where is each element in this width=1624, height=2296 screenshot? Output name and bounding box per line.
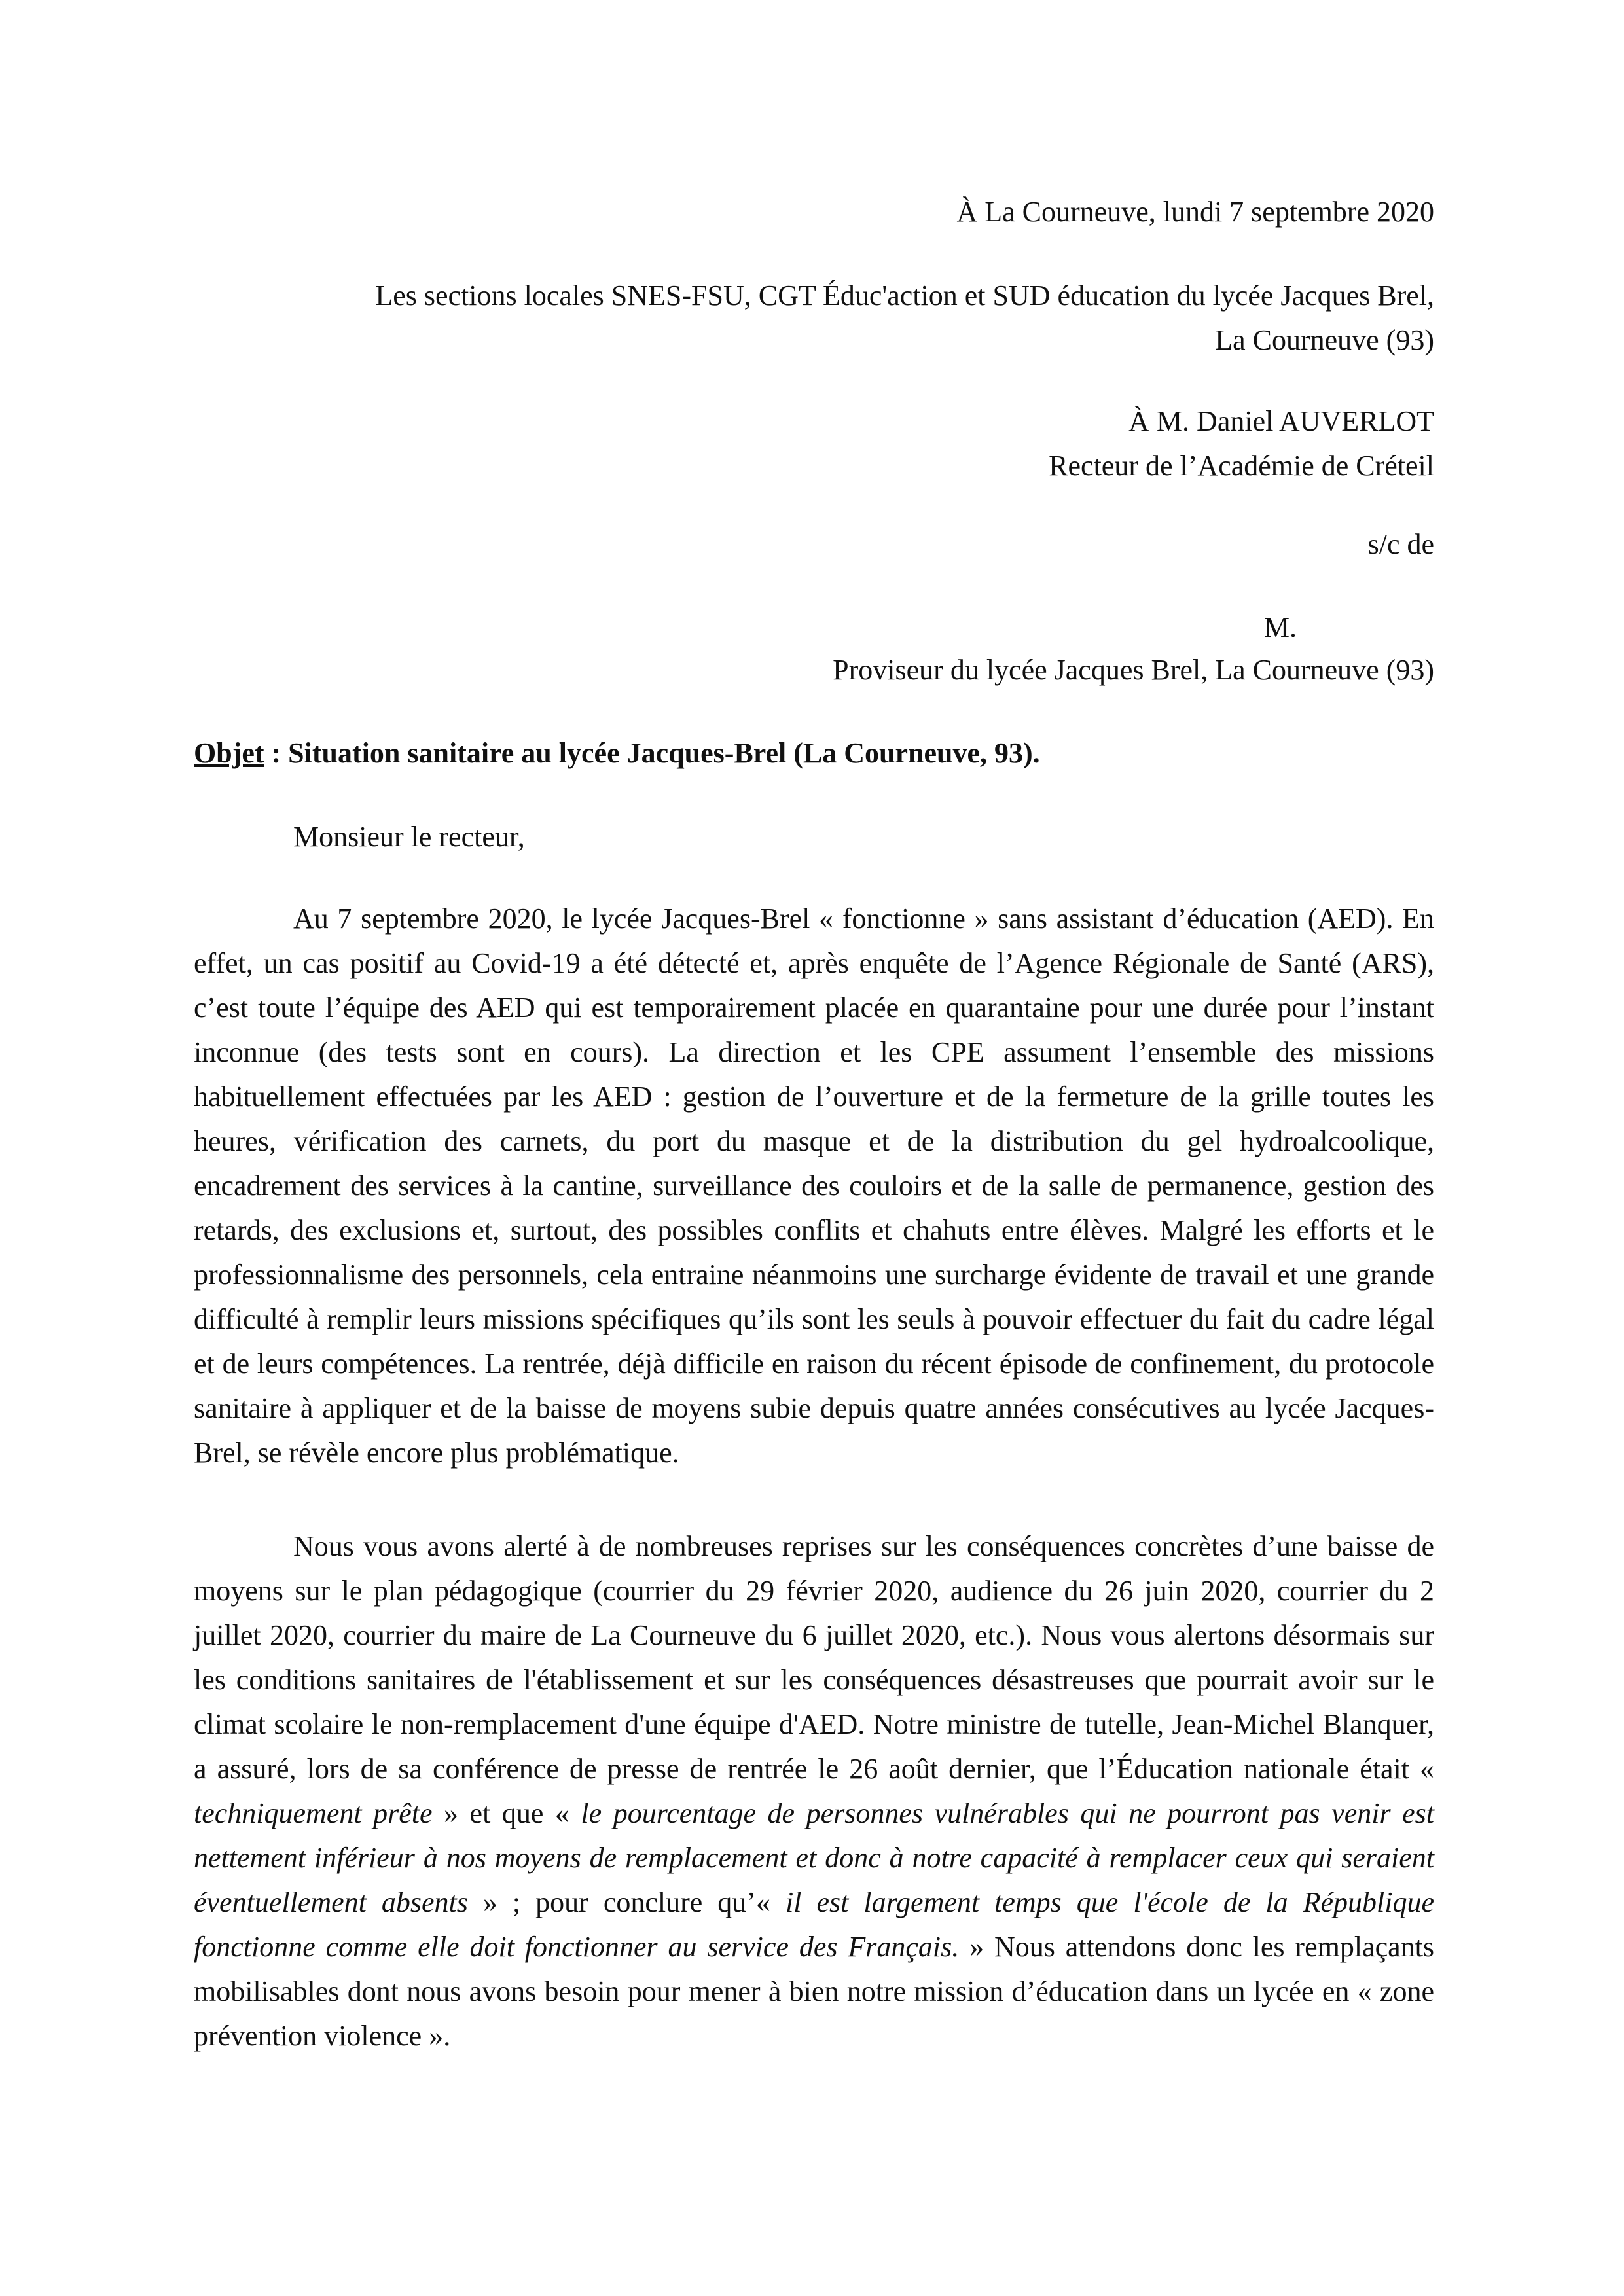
paragraph-1: Au 7 septembre 2020, le lycée Jacques-Brel « fonctionne » sans assistant d’éducation (AED). En effet, un cas positif au Covid-19 a été détecté et, après enquête de l’Agence Régionale de Santé (ARS), c’est toute l’équipe des AED qui est temporairement placée en quarantaine pour une durée pour l’instant inconnue (des tests sont en cours). La direction et les CPE assument l’ensemble des missions habituellement effectuées par les AED : gestion de l’ouverture et de la fermeture de la grille toutes les heures, vérification des carnets, du port du masque et de la distribution du gel hydroalcoolique, encadrement des services à la cantine, surveillance des couloirs et de la salle de permanence, gestion des retards, des exclusions et, surtout, des possibles conflits et chahuts entre élèves. Malgré les efforts et le professionnalisme des personnels, cela entraine néanmoins une surcharge évidente de travail et une grande difficulté à remplir leurs missions spécifiques qu’ils sont les seuls à pouvoir effectuer du fait du cadre légal et de leurs compétences. La rentrée, déjà difficile en raison du récent épisode de confinement, du protocole sanitaire à appliquer et de la baisse de moyens subie depuis quatre années consécutives au lycée Jacques-Brel, se révèle encore plus problématique. — [194, 903, 1434, 1469]
subject-label: Objet — [194, 737, 264, 769]
recipient-name: À M. Daniel AUVERLOT — [1128, 405, 1434, 437]
m-line: M. — [1263, 611, 1297, 643]
paragraph-2-part-4: » Nous attendons donc les remplaçants mobilisables dont nous avons besoin pour mener à bien notre mission d’éducation dans un lycée en « zone prévention violence ». — [194, 1931, 1434, 2052]
paragraph-2-part-1: Nous vous avons alerté à de nombreuses reprises sur les conséquences concrètes d’une baisse de moyens sur le plan pédagogique (courrier du 29 février 2020, audience du 26 juin 2020, courrier du 2 juillet 2020, courrier du maire de La Courneuve du 6 juillet 2020, etc.). Nous vous alertons désormais sur les conditions sanitaires de l'établissement et sur les conséquences désastreuses que pourrait avoir sur le climat scolaire le non-remplacement d'une équipe d'AED. Notre ministre de tutelle, Jean-Michel Blanquer, a assuré, lors de sa conférence de presse de rentrée le 26 août dernier, que l’Éducation nationale était « — [194, 1530, 1434, 1785]
paragraph-2-part-3: » ; pour conclure qu’« — [467, 1886, 785, 1918]
sc-de-line: s/c de — [1367, 528, 1434, 560]
quote-1: techniquement prête — [194, 1797, 433, 1829]
date-line: À La Courneuve, lundi 7 septembre 2020 — [956, 196, 1434, 228]
recipient-block — [1049, 399, 1434, 488]
recipient-title: Recteur de l’Académie de Créteil — [1049, 450, 1434, 482]
sender-line-2: La Courneuve (93) — [1215, 324, 1434, 356]
subject-text: : Situation sanitaire au lycée Jacques-Brel (La Courneuve, 93). — [264, 737, 1040, 769]
subject-line — [194, 731, 1040, 776]
sender-line-1: Les sections locales SNES-FSU, CGT Éduc'action et SUD éducation du lycée Jacques Brel, — [375, 279, 1434, 312]
proviseur-line: Proviseur du lycée Jacques Brel, La Courneuve (93) — [833, 654, 1434, 686]
paragraph-2-part-2: » et que « — [432, 1797, 581, 1829]
quote-3: il est largement temps que l'école de la République fonctionne comme elle doit fonctionner au service des Français. — [194, 1886, 1434, 1963]
quote-2: le pourcentage de personnes vulnérables qui ne pourront pas venir est nettement inférieur à nos moyens de remplacement et donc à notre capacité à remplacer ceux qui seraient éventuellement absents — [194, 1797, 1434, 1918]
sender-block — [125, 274, 1434, 363]
salutation: Monsieur le recteur, — [293, 821, 525, 853]
paragraph-2 — [194, 1524, 1434, 2058]
